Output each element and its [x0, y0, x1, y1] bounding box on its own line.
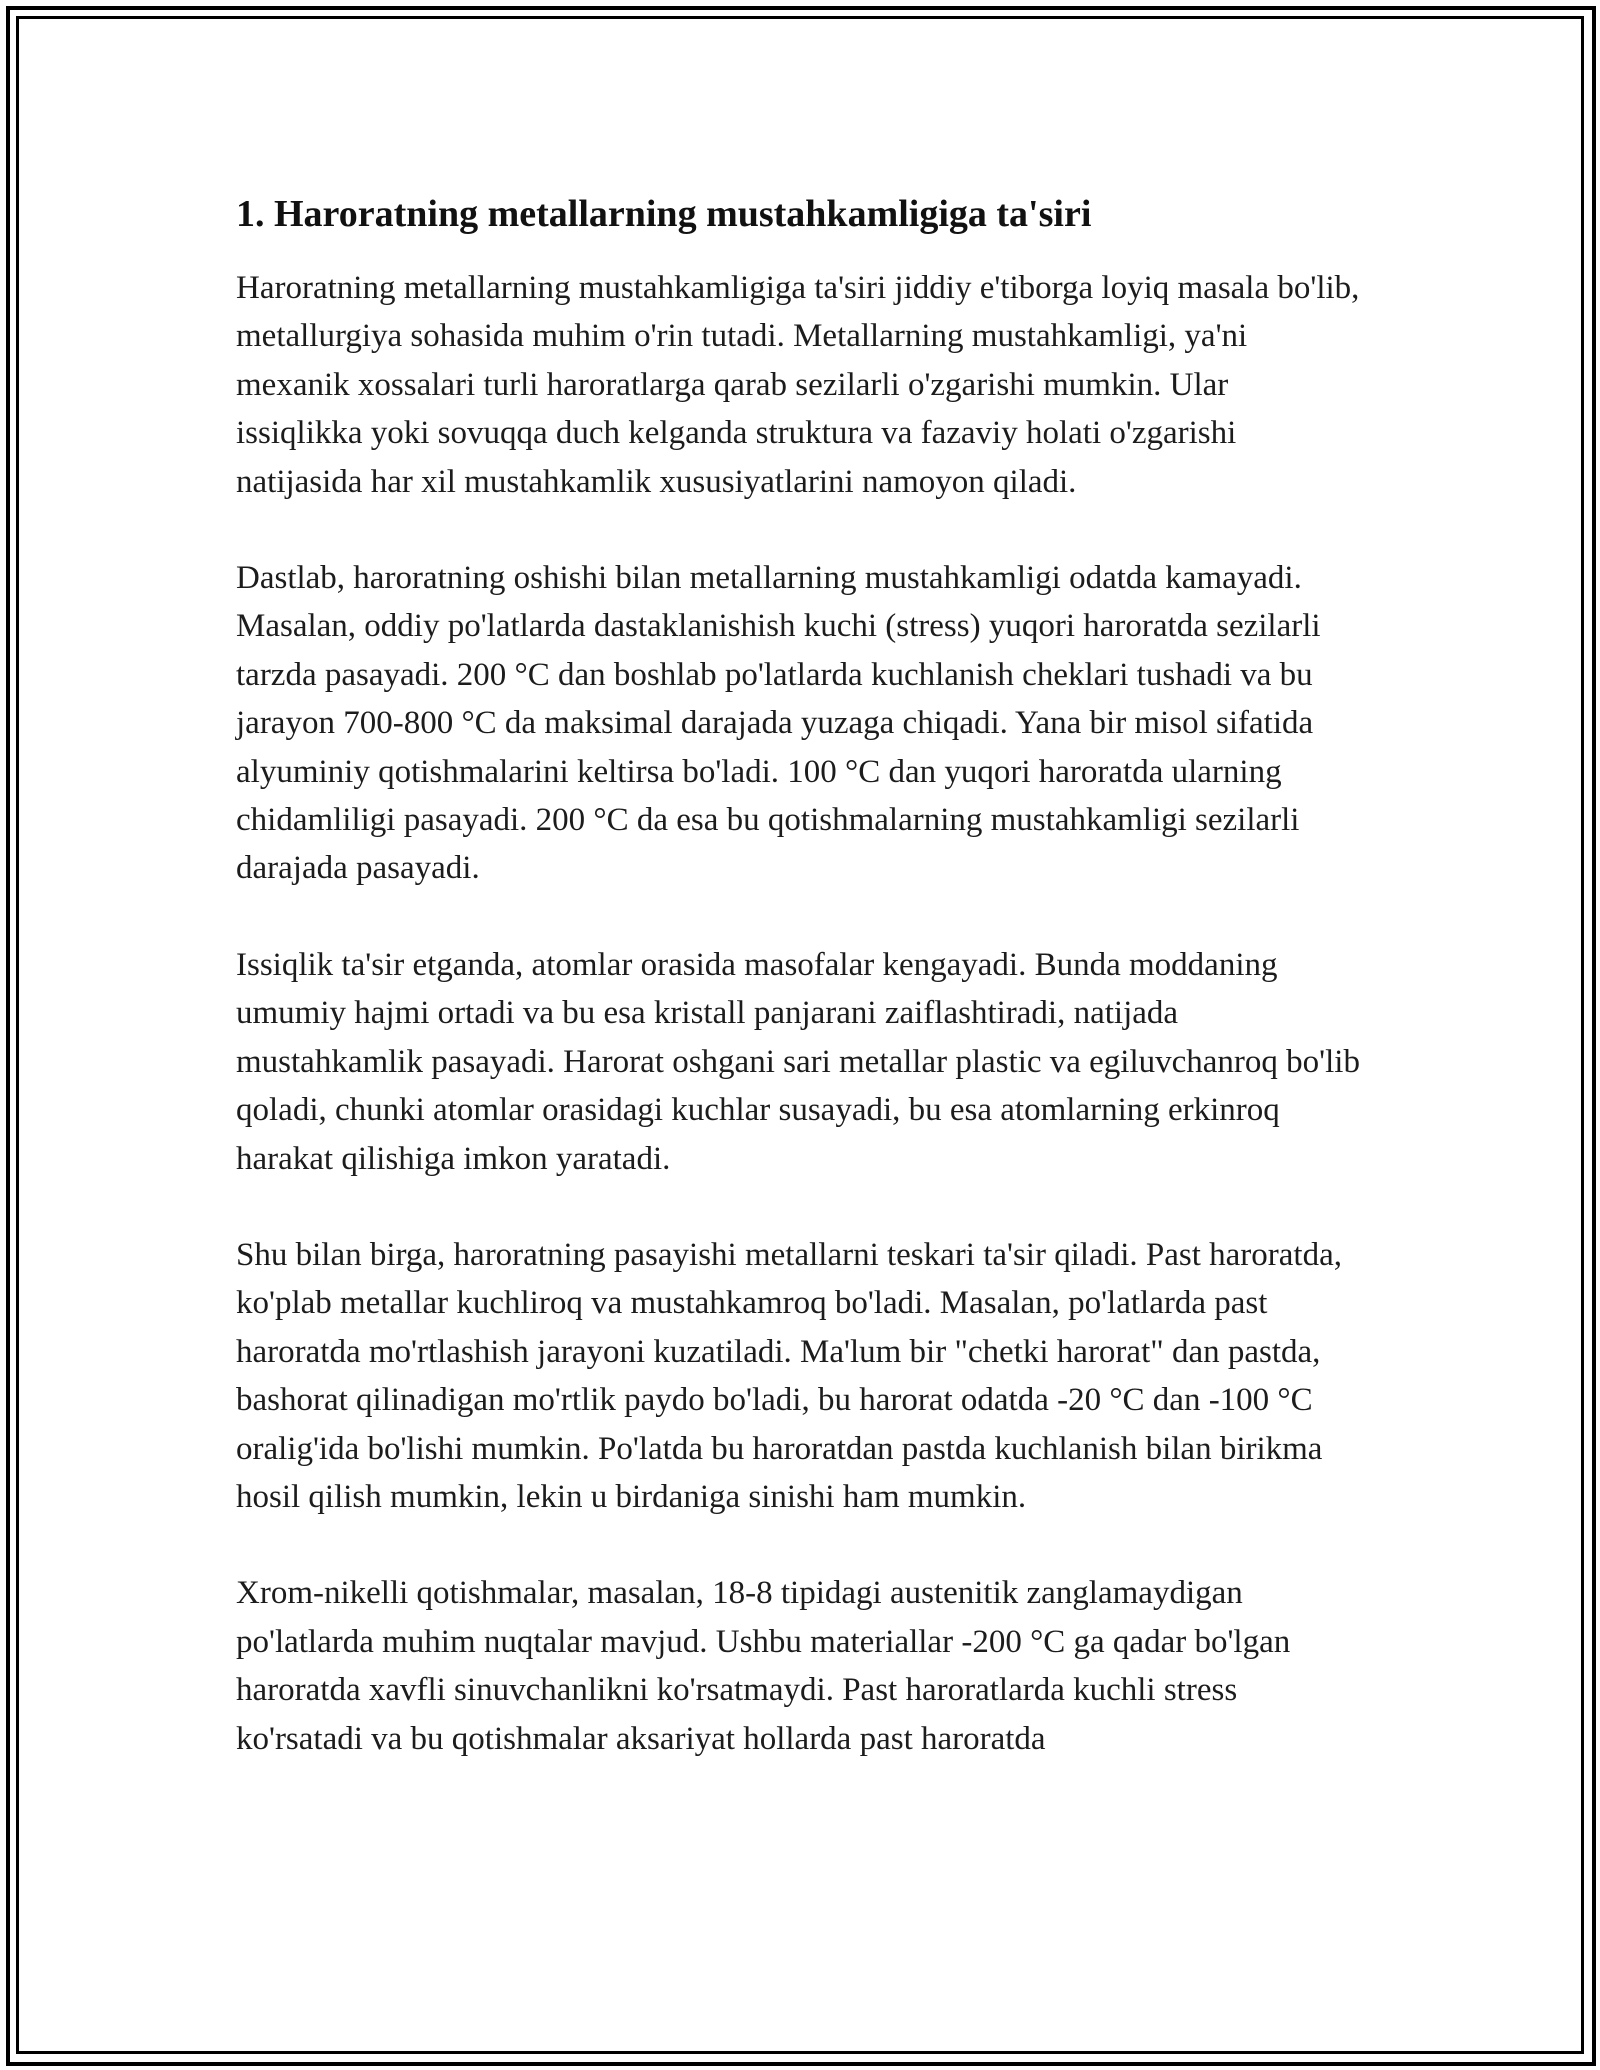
paragraph-3: Issiqlik ta'sir etganda, atomlar orasida masofalar kengayadi. Bunda moddaning umumiy hajmi ortadi va bu esa kristall panjarani zaiflashtiradi, natijada mustahkamlik pasayadi. Harorat oshgani sari metallar plastic va egiluvchanroq bo'lib qoladi, chunki atomlar orasidagi kuchlar susayadi, bu esa atomlarning erkinroq harakat qilishiga imkon yaratadi.	[236, 946, 1360, 1177]
paragraph-4: Shu bilan birga, haroratning pasayishi metallarni teskari ta'sir qiladi. Past haroratda, ko'plab metallar kuchliroq va mustahkamroq bo'ladi. Masalan, po'latlarda past haroratda mo'rtlashish jarayoni kuzatiladi. Ma'lum bir "chetki harorat" dan pastda, bashorat qilinadigan mo'rtlik paydo bo'ladi, bu harorat odatda -20 °C dan -100 °C oralig'ida bo'lishi mumkin. Po'latda bu haroratdan pastda kuchlanish bilan birikma hosil qilish mumkin, lekin u birdaniga sinishi ham mumkin.	[236, 1236, 1342, 1515]
document-body	[236, 186, 1361, 1811]
paragraph-2: Dastlab, haroratning oshishi bilan metallarning mustahkamligi odatda kamayadi. Masalan, oddiy po'latlarda dastaklanishish kuchi (stress) yuqori haroratda sezilarli tarzda pasayadi. 200 °C dan boshlab po'latlarda kuchlanish cheklari tushadi va bu jarayon 700-800 °C da maksimal darajada yuzaga chiqadi. Yana bir misol sifatida alyuminiy qotishmalarini keltirsa bo'ladi. 100 °C dan yuqori haroratda ularning chidamliligi pasayadi. 200 °C da esa bu qotishmalarning mustahkamligi sezilarli darajada pasayadi.	[236, 560, 1321, 887]
paragraph-5: Xrom-nikelli qotishmalar, masalan, 18-8 tipidagi austenitik zanglamaydigan po'latlarda muhim nuqtalar mavjud. Ushbu materiallar -200 °C ga qadar bo'lgan haroratda xavfli sinuvchanlikni ko'rsatmaydi. Past haroratlarda kuchli stress ko'rsatadi va bu qotishmalar aksariyat hollarda past haroratda	[236, 1575, 1291, 1757]
paragraph-1: Haroratning metallarning mustahkamligiga ta'siri jiddiy e'tiborga loyiq masala bo'lib, metallurgiya sohasida muhim o'rin tutadi. Metallarning mustahkamligi, ya'ni mexanik xossalari turli haroratlarga qarab sezilarli o'zgarishi mumkin. Ular issiqlikka yoki sovuqqa duch kelganda struktura va fazaviy holati o'zgarishi natijasida har xil mustahkamlik xususiyatlarini namoyon qiladi.	[236, 270, 1360, 500]
section-title: 1. Haroratning metallarning mustahkamligiga ta'siri	[236, 193, 1092, 235]
